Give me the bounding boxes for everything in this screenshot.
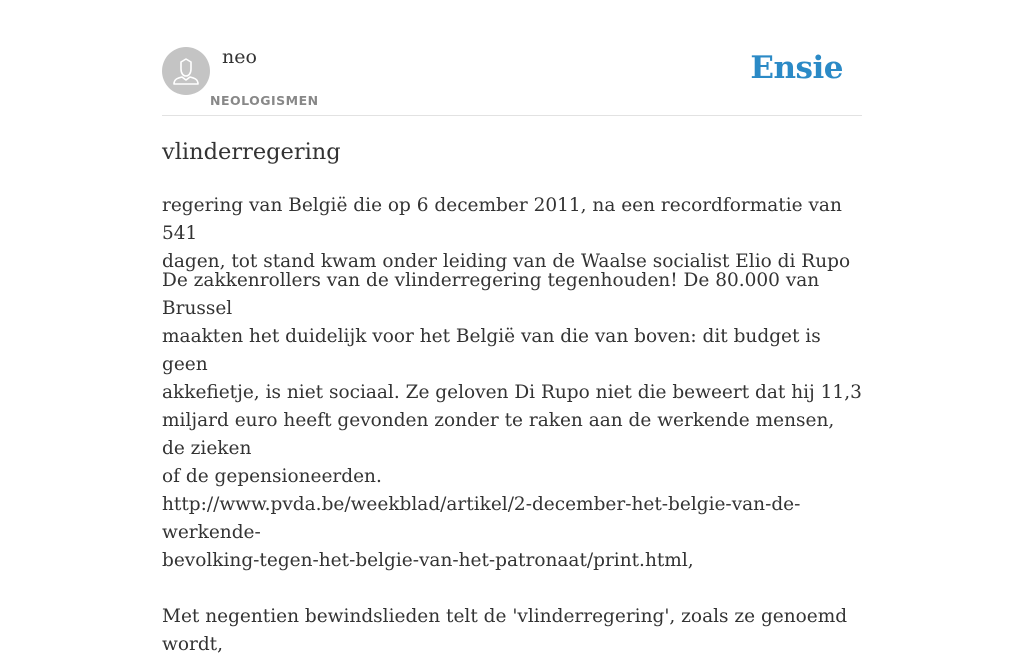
- author-name-link[interactable]: neo: [222, 46, 257, 68]
- user-silhouette-icon: [162, 47, 210, 95]
- dictionary-label[interactable]: NEOLOGISMEN: [210, 93, 319, 108]
- entry-header: [162, 0, 862, 116]
- entry-card: [162, 0, 862, 655]
- entry-definition: regering van België die op 6 december 2011, na een recordformatie van 541 dagen, tot stand kwam onder leiding van de Waalse socialist Elio di Rupo: [162, 195, 851, 272]
- entry-title: vlinderregering: [162, 139, 341, 165]
- ensie-logo[interactable]: Ensie: [750, 50, 843, 86]
- user-avatar-icon[interactable]: [162, 47, 210, 95]
- entry-example: De zakkenrollers van de vlinderregering tegenhouden! De 80.000 van Brussel maakten het duidelijk voor het België van die van boven: dit budget is geen akkefietje, is niet sociaal. Ze geloven Di Rupo niet die beweert dat hij 11,3 miljard euro heeft gevonden zonder te raken aan de werkende mensen, de zieken of de gepensioneerden. http://www.pvda.be/weekblad/artikel/2-december-het-belgie-van-de-werkende- bevolking-tegen-het-belgie-van-het-patronaat/print.html, Met negentien bewindslieden telt de 'vlinderregering', zoals ze genoemd wordt,: [162, 270, 862, 655]
